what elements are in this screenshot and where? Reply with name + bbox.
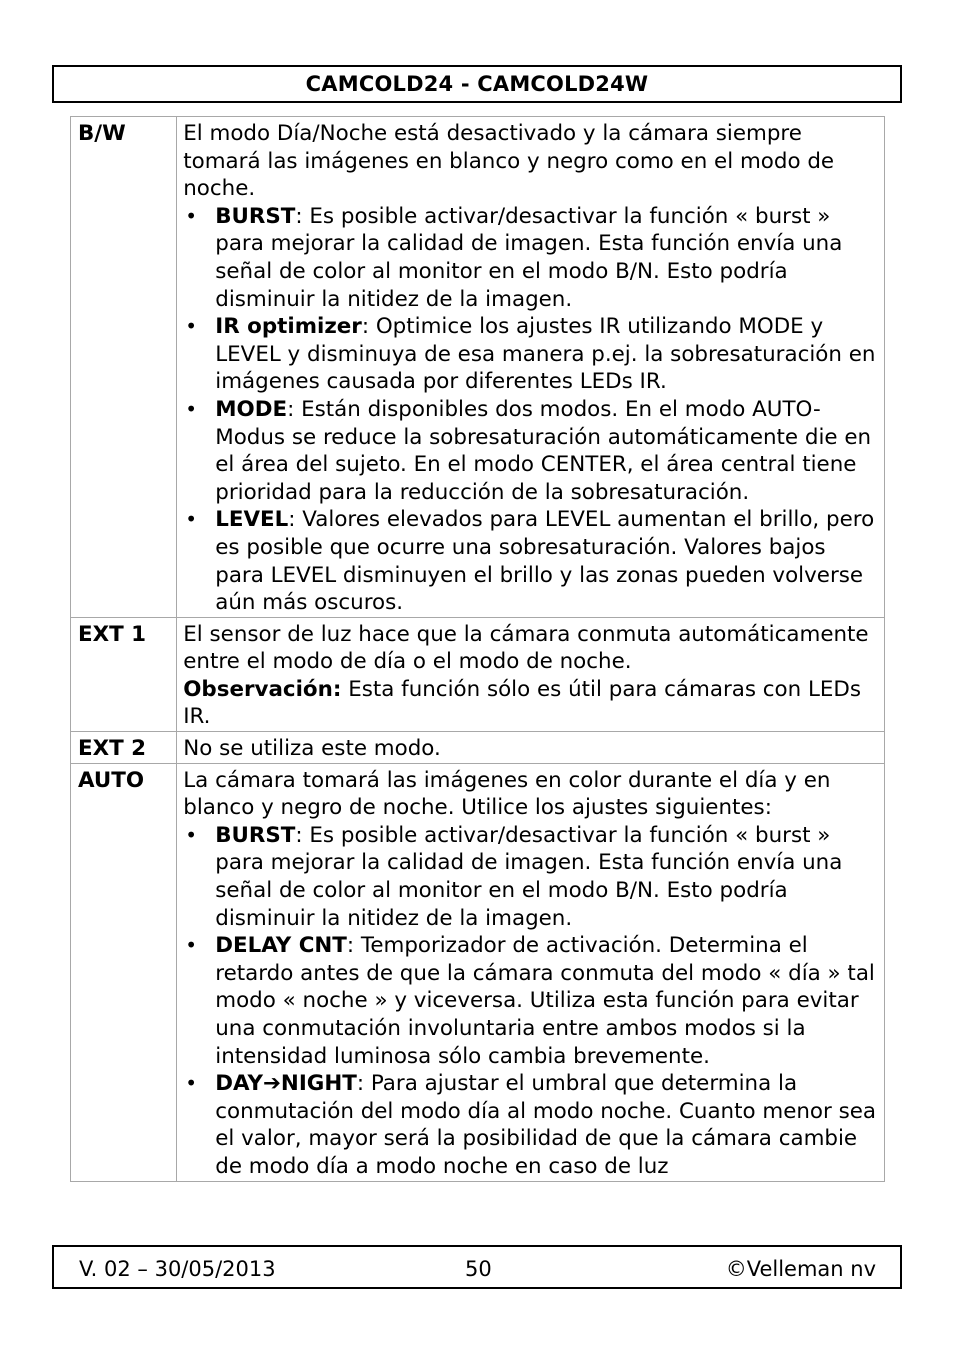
item-text: : Para ajustar el umbral que determina la conmutación del modo día al modo noche. Cuanto menor sea el valor, mayor será la posibilidad de que la cámara cambie de modo día a modo noche en caso de luz: [215, 1071, 877, 1179]
table-row-bw: [71, 117, 885, 618]
list-item: [183, 313, 880, 396]
row-text: El sensor de luz hace que la cámara conmuta automáticamente entre el modo de día o el modo de noche.: [183, 621, 869, 675]
note-text: Esta función sólo es útil para cámaras con LEDs IR.: [183, 676, 862, 730]
item-text: : Es posible activar/desactivar la función « burst » para mejorar la calidad de imagen. Esta función envía una señal de color al monitor en el modo B/N. Esto podría disminuir la nitidez de la imagen.: [215, 203, 843, 312]
bullet-list: [183, 822, 880, 1181]
note-label: Observación:: [183, 676, 342, 702]
row-description: [177, 117, 885, 618]
list-item: [183, 932, 880, 1070]
item-term: IR optimizer: [215, 314, 362, 340]
item-term: DAY➔NIGHT: [215, 1071, 357, 1097]
list-item: [183, 1070, 880, 1180]
row-description: [177, 617, 885, 731]
page-number: 50: [465, 1257, 492, 1281]
list-item: [183, 506, 880, 616]
item-term: MODE: [215, 396, 288, 422]
row-key: EXT 2: [71, 732, 177, 764]
item-text: : Optimice los ajustes IR utilizando MODE y LEVEL y disminuya de esa manera p.ej. la sobresaturación en imágenes causada por diferentes LEDs IR.: [215, 314, 876, 395]
document-header: [52, 65, 902, 103]
bullet-list: [183, 203, 880, 617]
row-intro: El modo Día/Noche está desactivado y la cámara siempre tomará las imágenes en blanco y negro como en el modo de noche.: [183, 121, 835, 202]
table-row-ext1: [71, 617, 885, 731]
row-description: No se utiliza este modo.: [177, 732, 885, 764]
list-item: [183, 396, 880, 506]
item-text: : Están disponibles dos modos. En el modo AUTO-Modus se reduce la sobresaturación automáticamente die en el área del sujeto. En el modo CENTER, el área central tiene prioridad para la reducción de la sobresaturación.: [215, 396, 872, 505]
header-title: CAMCOLD24 - CAMCOLD24W: [305, 72, 649, 96]
table-row-ext2: [71, 732, 885, 764]
document-footer: [52, 1245, 902, 1289]
item-text: : Es posible activar/desactivar la función « burst » para mejorar la calidad de imagen. Esta función envía una señal de color al monitor en el modo B/N. Esto podría disminuir la nitidez de la imagen.: [215, 822, 843, 931]
row-key: B/W: [71, 117, 177, 618]
item-text: : Temporizador de activación. Determina el retardo antes de que la cámara conmuta del modo « día » tal modo « noche » y viceversa. Utiliza esta función para evitar una conmutación involuntaria entre ambos modos si la intensidad luminosa sólo cambia brevemente.: [215, 933, 875, 1069]
row-key: AUTO: [71, 763, 177, 1181]
row-note: [183, 676, 880, 731]
item-text: : Valores elevados para LEVEL aumentan el brillo, pero es posible que ocurre una sobresaturación. Valores bajos para LEVEL disminuyen el brillo y las zonas pueden volverse aún más oscuros.: [215, 507, 875, 616]
item-term: BURST: [215, 203, 296, 229]
list-item: [183, 822, 880, 932]
row-description: [177, 763, 885, 1181]
row-intro: La cámara tomará las imágenes en color durante el día y en blanco y negro de noche. Utilice los ajustes siguientes:: [183, 767, 831, 821]
settings-table: [70, 116, 885, 1182]
row-key: EXT 1: [71, 617, 177, 731]
item-term: DELAY CNT: [215, 933, 347, 959]
version-date: V. 02 – 30/05/2013: [79, 1257, 276, 1281]
item-term: LEVEL: [215, 507, 289, 533]
copyright-notice: ©Velleman nv: [725, 1257, 876, 1281]
item-term: BURST: [215, 822, 296, 848]
table-row-auto: [71, 763, 885, 1181]
list-item: [183, 203, 880, 313]
